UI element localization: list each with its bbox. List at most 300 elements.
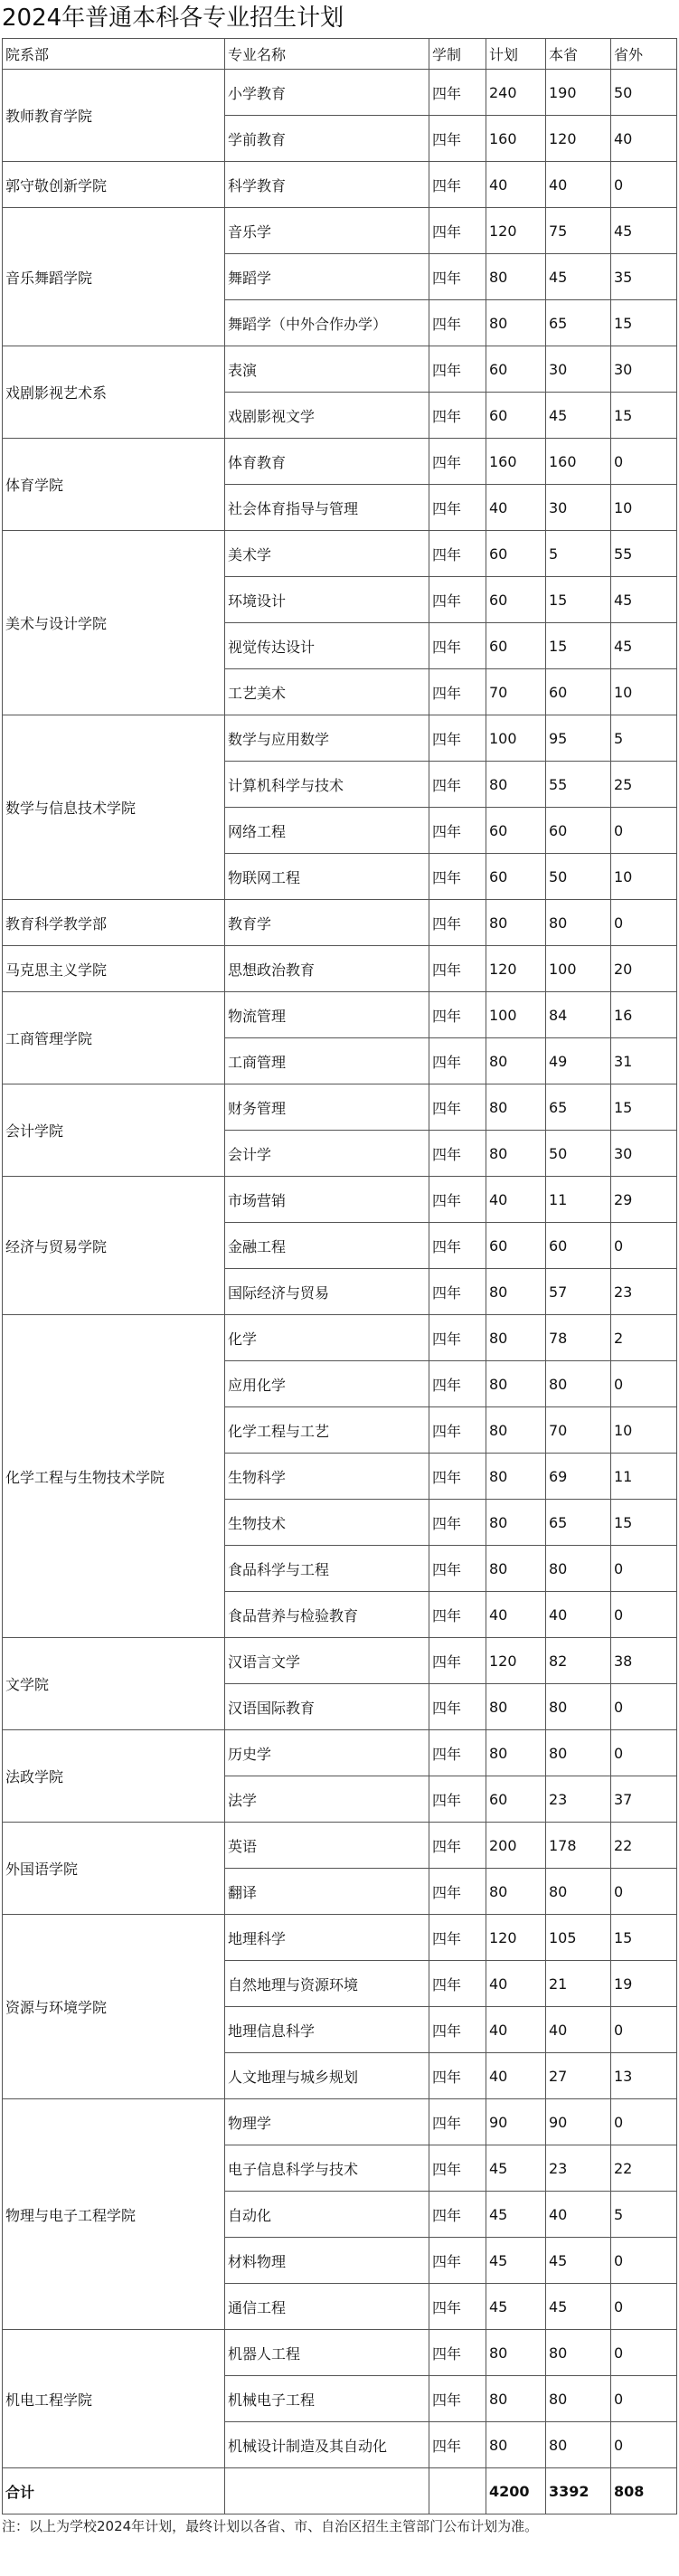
- other-cell: 0: [611, 2422, 677, 2468]
- table-row: [3, 70, 677, 116]
- other-cell: 11: [611, 1454, 677, 1500]
- local-cell: 23: [546, 1776, 611, 1823]
- header-major: 专业名称: [225, 39, 429, 70]
- years-cell: 四年: [429, 162, 486, 208]
- local-cell: 80: [546, 1684, 611, 1730]
- other-cell: 0: [611, 2284, 677, 2330]
- major-name-cell: 化学工程与工艺: [225, 1407, 429, 1454]
- department-cell: 郭守敬创新学院: [3, 162, 225, 208]
- local-cell: 30: [546, 346, 611, 393]
- other-cell: 22: [611, 2145, 677, 2192]
- plan-cell: 160: [486, 439, 546, 485]
- plan-cell: 45: [486, 2238, 546, 2284]
- other-cell: 45: [611, 208, 677, 254]
- major-name-cell: 表演: [225, 346, 429, 393]
- years-cell: 四年: [429, 531, 486, 577]
- other-cell: 31: [611, 1038, 677, 1084]
- plan-cell: 80: [486, 1730, 546, 1776]
- department-cell: 马克思主义学院: [3, 946, 225, 992]
- total-empty: [225, 2468, 429, 2514]
- local-cell: 65: [546, 300, 611, 346]
- local-cell: 40: [546, 162, 611, 208]
- other-cell: 0: [611, 2330, 677, 2376]
- table-row: [3, 2099, 677, 2145]
- table-header-row: [3, 39, 677, 70]
- major-name-cell: 科学教育: [225, 162, 429, 208]
- other-cell: 10: [611, 854, 677, 900]
- other-cell: 20: [611, 946, 677, 992]
- plan-cell: 45: [486, 2145, 546, 2192]
- plan-cell: 80: [486, 1038, 546, 1084]
- local-cell: 60: [546, 808, 611, 854]
- other-cell: 0: [611, 808, 677, 854]
- table-row: [3, 2330, 677, 2376]
- table-row: [3, 1730, 677, 1776]
- table-row: [3, 1915, 677, 1961]
- local-cell: 90: [546, 2099, 611, 2145]
- local-cell: 100: [546, 946, 611, 992]
- table-row: [3, 1315, 677, 1361]
- years-cell: 四年: [429, 1177, 486, 1223]
- major-name-cell: 电子信息科学与技术: [225, 2145, 429, 2192]
- department-cell: 法政学院: [3, 1730, 225, 1823]
- years-cell: 四年: [429, 2192, 486, 2238]
- major-name-cell: 体育教育: [225, 439, 429, 485]
- plan-cell: 60: [486, 577, 546, 623]
- plan-cell: 60: [486, 531, 546, 577]
- header-years: 学制: [429, 39, 486, 70]
- years-cell: 四年: [429, 1869, 486, 1915]
- other-cell: 55: [611, 531, 677, 577]
- table-row: [3, 439, 677, 485]
- other-cell: 37: [611, 1776, 677, 1823]
- other-cell: 45: [611, 623, 677, 669]
- local-cell: 11: [546, 1177, 611, 1223]
- major-name-cell: 教育学: [225, 900, 429, 946]
- department-cell: 外国语学院: [3, 1823, 225, 1915]
- local-cell: 60: [546, 1223, 611, 1269]
- local-cell: 80: [546, 2376, 611, 2422]
- local-cell: 65: [546, 1084, 611, 1131]
- local-cell: 80: [546, 900, 611, 946]
- plan-cell: 60: [486, 854, 546, 900]
- plan-cell: 40: [486, 2053, 546, 2099]
- plan-cell: 240: [486, 70, 546, 116]
- major-name-cell: 生物科学: [225, 1454, 429, 1500]
- total-empty: [429, 2468, 486, 2514]
- other-cell: 0: [611, 900, 677, 946]
- other-cell: 22: [611, 1823, 677, 1869]
- major-name-cell: 环境设计: [225, 577, 429, 623]
- plan-cell: 60: [486, 1223, 546, 1269]
- local-cell: 80: [546, 1361, 611, 1407]
- major-name-cell: 网络工程: [225, 808, 429, 854]
- major-name-cell: 学前教育: [225, 116, 429, 162]
- department-cell: 教育科学教学部: [3, 900, 225, 946]
- department-cell: 美术与设计学院: [3, 531, 225, 715]
- major-name-cell: 历史学: [225, 1730, 429, 1776]
- major-name-cell: 计算机科学与技术: [225, 762, 429, 808]
- years-cell: 四年: [429, 116, 486, 162]
- major-name-cell: 自动化: [225, 2192, 429, 2238]
- department-cell: 数学与信息技术学院: [3, 715, 225, 900]
- table-row: [3, 208, 677, 254]
- major-name-cell: 小学教育: [225, 70, 429, 116]
- years-cell: 四年: [429, 992, 486, 1038]
- major-name-cell: 法学: [225, 1776, 429, 1823]
- other-cell: 0: [611, 162, 677, 208]
- plan-cell: 60: [486, 346, 546, 393]
- local-cell: 84: [546, 992, 611, 1038]
- local-cell: 190: [546, 70, 611, 116]
- local-cell: 45: [546, 2238, 611, 2284]
- other-cell: 30: [611, 346, 677, 393]
- plan-cell: 120: [486, 208, 546, 254]
- years-cell: 四年: [429, 946, 486, 992]
- other-cell: 0: [611, 1223, 677, 1269]
- major-name-cell: 地理科学: [225, 1915, 429, 1961]
- local-cell: 80: [546, 1869, 611, 1915]
- local-cell: 120: [546, 116, 611, 162]
- table-row: [3, 346, 677, 393]
- local-cell: 69: [546, 1454, 611, 1500]
- major-name-cell: 地理信息科学: [225, 2007, 429, 2053]
- years-cell: 四年: [429, 1315, 486, 1361]
- major-name-cell: 会计学: [225, 1131, 429, 1177]
- table-row: [3, 162, 677, 208]
- department-cell: 体育学院: [3, 439, 225, 531]
- other-cell: 0: [611, 1684, 677, 1730]
- other-cell: 5: [611, 715, 677, 762]
- major-name-cell: 应用化学: [225, 1361, 429, 1407]
- years-cell: 四年: [429, 2145, 486, 2192]
- major-name-cell: 市场营销: [225, 1177, 429, 1223]
- total-label: 合计: [3, 2468, 225, 2514]
- years-cell: 四年: [429, 254, 486, 300]
- plan-cell: 40: [486, 485, 546, 531]
- department-cell: 化学工程与生物技术学院: [3, 1315, 225, 1638]
- plan-cell: 60: [486, 393, 546, 439]
- years-cell: 四年: [429, 1500, 486, 1546]
- plan-cell: 60: [486, 1776, 546, 1823]
- years-cell: 四年: [429, 2376, 486, 2422]
- plan-cell: 100: [486, 715, 546, 762]
- years-cell: 四年: [429, 1823, 486, 1869]
- local-cell: 65: [546, 1500, 611, 1546]
- header-other: 省外: [611, 39, 677, 70]
- major-name-cell: 思想政治教育: [225, 946, 429, 992]
- major-name-cell: 机械设计制造及其自动化: [225, 2422, 429, 2468]
- table-row: [3, 900, 677, 946]
- major-name-cell: 数学与应用数学: [225, 715, 429, 762]
- major-name-cell: 物流管理: [225, 992, 429, 1038]
- table-row: [3, 1638, 677, 1684]
- other-cell: 13: [611, 2053, 677, 2099]
- major-name-cell: 工艺美术: [225, 669, 429, 715]
- other-cell: 0: [611, 439, 677, 485]
- local-cell: 70: [546, 1407, 611, 1454]
- plan-cell: 60: [486, 623, 546, 669]
- other-cell: 38: [611, 1638, 677, 1684]
- plan-cell: 80: [486, 1546, 546, 1592]
- plan-cell: 40: [486, 1961, 546, 2007]
- plan-cell: 80: [486, 1315, 546, 1361]
- plan-cell: 40: [486, 162, 546, 208]
- department-cell: 经济与贸易学院: [3, 1177, 225, 1315]
- plan-cell: 80: [486, 1500, 546, 1546]
- years-cell: 四年: [429, 900, 486, 946]
- table-row: [3, 1177, 677, 1223]
- local-cell: 15: [546, 577, 611, 623]
- other-cell: 0: [611, 2099, 677, 2145]
- major-name-cell: 英语: [225, 1823, 429, 1869]
- total-plan: 4200: [486, 2468, 546, 2514]
- major-name-cell: 音乐学: [225, 208, 429, 254]
- local-cell: 45: [546, 254, 611, 300]
- years-cell: 四年: [429, 439, 486, 485]
- plan-cell: 90: [486, 2099, 546, 2145]
- table-row: [3, 531, 677, 577]
- years-cell: 四年: [429, 300, 486, 346]
- other-cell: 0: [611, 1361, 677, 1407]
- major-name-cell: 食品营养与检验教育: [225, 1592, 429, 1638]
- years-cell: 四年: [429, 577, 486, 623]
- years-cell: 四年: [429, 1638, 486, 1684]
- table-row: [3, 1823, 677, 1869]
- major-name-cell: 美术学: [225, 531, 429, 577]
- other-cell: 30: [611, 1131, 677, 1177]
- local-cell: 30: [546, 485, 611, 531]
- years-cell: 四年: [429, 1084, 486, 1131]
- other-cell: 0: [611, 2376, 677, 2422]
- plan-cell: 80: [486, 1269, 546, 1315]
- local-cell: 40: [546, 1592, 611, 1638]
- local-cell: 40: [546, 2192, 611, 2238]
- plan-cell: 120: [486, 1915, 546, 1961]
- plan-cell: 80: [486, 1684, 546, 1730]
- local-cell: 95: [546, 715, 611, 762]
- department-cell: 工商管理学院: [3, 992, 225, 1084]
- years-cell: 四年: [429, 2284, 486, 2330]
- years-cell: 四年: [429, 2053, 486, 2099]
- plan-cell: 80: [486, 2376, 546, 2422]
- other-cell: 19: [611, 1961, 677, 2007]
- major-name-cell: 物理学: [225, 2099, 429, 2145]
- local-cell: 80: [546, 2422, 611, 2468]
- major-name-cell: 舞蹈学（中外合作办学）: [225, 300, 429, 346]
- major-name-cell: 翻译: [225, 1869, 429, 1915]
- major-name-cell: 舞蹈学: [225, 254, 429, 300]
- major-name-cell: 戏剧影视文学: [225, 393, 429, 439]
- plan-cell: 80: [486, 1869, 546, 1915]
- plan-cell: 80: [486, 1407, 546, 1454]
- plan-cell: 70: [486, 669, 546, 715]
- other-cell: 0: [611, 2238, 677, 2284]
- table-row: [3, 715, 677, 762]
- department-cell: 物理与电子工程学院: [3, 2099, 225, 2330]
- department-cell: 音乐舞蹈学院: [3, 208, 225, 346]
- plan-cell: 45: [486, 2284, 546, 2330]
- local-cell: 82: [546, 1638, 611, 1684]
- years-cell: 四年: [429, 1407, 486, 1454]
- years-cell: 四年: [429, 1776, 486, 1823]
- table-row: [3, 992, 677, 1038]
- local-cell: 50: [546, 1131, 611, 1177]
- years-cell: 四年: [429, 1730, 486, 1776]
- local-cell: 75: [546, 208, 611, 254]
- years-cell: 四年: [429, 1961, 486, 2007]
- other-cell: 15: [611, 1915, 677, 1961]
- header-plan: 计划: [486, 39, 546, 70]
- years-cell: 四年: [429, 1131, 486, 1177]
- years-cell: 四年: [429, 2099, 486, 2145]
- years-cell: 四年: [429, 1454, 486, 1500]
- page-title: 2024年普通本科各专业招生计划: [2, 5, 344, 32]
- department-cell: 机电工程学院: [3, 2330, 225, 2468]
- plan-cell: 80: [486, 1454, 546, 1500]
- table-row: [3, 1084, 677, 1131]
- major-name-cell: 视觉传达设计: [225, 623, 429, 669]
- other-cell: 50: [611, 70, 677, 116]
- plan-cell: 80: [486, 2330, 546, 2376]
- enrollment-table: [2, 38, 677, 2514]
- other-cell: 10: [611, 1407, 677, 1454]
- table-row: [3, 946, 677, 992]
- other-cell: 0: [611, 1546, 677, 1592]
- years-cell: 四年: [429, 2422, 486, 2468]
- major-name-cell: 生物技术: [225, 1500, 429, 1546]
- years-cell: 四年: [429, 762, 486, 808]
- major-name-cell: 社会体育指导与管理: [225, 485, 429, 531]
- years-cell: 四年: [429, 1223, 486, 1269]
- other-cell: 2: [611, 1315, 677, 1361]
- major-name-cell: 国际经济与贸易: [225, 1269, 429, 1315]
- years-cell: 四年: [429, 1361, 486, 1407]
- years-cell: 四年: [429, 346, 486, 393]
- years-cell: 四年: [429, 2007, 486, 2053]
- other-cell: 15: [611, 1084, 677, 1131]
- department-cell: 会计学院: [3, 1084, 225, 1177]
- plan-cell: 80: [486, 300, 546, 346]
- other-cell: 16: [611, 992, 677, 1038]
- local-cell: 160: [546, 439, 611, 485]
- plan-cell: 80: [486, 1084, 546, 1131]
- local-cell: 80: [546, 1730, 611, 1776]
- major-name-cell: 化学: [225, 1315, 429, 1361]
- local-cell: 80: [546, 1546, 611, 1592]
- plan-cell: 80: [486, 900, 546, 946]
- major-name-cell: 物联网工程: [225, 854, 429, 900]
- plan-cell: 80: [486, 1361, 546, 1407]
- major-name-cell: 机械电子工程: [225, 2376, 429, 2422]
- total-local: 3392: [546, 2468, 611, 2514]
- years-cell: 四年: [429, 715, 486, 762]
- major-name-cell: 人文地理与城乡规划: [225, 2053, 429, 2099]
- major-name-cell: 食品科学与工程: [225, 1546, 429, 1592]
- department-cell: 戏剧影视艺术系: [3, 346, 225, 439]
- major-name-cell: 财务管理: [225, 1084, 429, 1131]
- plan-cell: 80: [486, 762, 546, 808]
- other-cell: 15: [611, 1500, 677, 1546]
- years-cell: 四年: [429, 854, 486, 900]
- plan-cell: 160: [486, 116, 546, 162]
- department-cell: 文学院: [3, 1638, 225, 1730]
- plan-cell: 200: [486, 1823, 546, 1869]
- plan-cell: 120: [486, 1638, 546, 1684]
- years-cell: 四年: [429, 1038, 486, 1084]
- major-name-cell: 机器人工程: [225, 2330, 429, 2376]
- years-cell: 四年: [429, 2238, 486, 2284]
- local-cell: 80: [546, 2330, 611, 2376]
- years-cell: 四年: [429, 623, 486, 669]
- major-name-cell: 自然地理与资源环境: [225, 1961, 429, 2007]
- plan-cell: 80: [486, 2422, 546, 2468]
- local-cell: 50: [546, 854, 611, 900]
- years-cell: 四年: [429, 70, 486, 116]
- header-dept: 院系部: [3, 39, 225, 70]
- plan-cell: 100: [486, 992, 546, 1038]
- other-cell: 40: [611, 116, 677, 162]
- other-cell: 5: [611, 2192, 677, 2238]
- total-other: 808: [611, 2468, 677, 2514]
- local-cell: 78: [546, 1315, 611, 1361]
- total-row: [3, 2468, 677, 2514]
- local-cell: 57: [546, 1269, 611, 1315]
- years-cell: 四年: [429, 208, 486, 254]
- other-cell: 10: [611, 485, 677, 531]
- local-cell: 105: [546, 1915, 611, 1961]
- plan-cell: 40: [486, 2007, 546, 2053]
- years-cell: 四年: [429, 1915, 486, 1961]
- department-cell: 资源与环境学院: [3, 1915, 225, 2099]
- years-cell: 四年: [429, 669, 486, 715]
- local-cell: 49: [546, 1038, 611, 1084]
- years-cell: 四年: [429, 2330, 486, 2376]
- header-local: 本省: [546, 39, 611, 70]
- local-cell: 15: [546, 623, 611, 669]
- local-cell: 178: [546, 1823, 611, 1869]
- local-cell: 5: [546, 531, 611, 577]
- major-name-cell: 金融工程: [225, 1223, 429, 1269]
- plan-cell: 60: [486, 808, 546, 854]
- other-cell: 0: [611, 1869, 677, 1915]
- years-cell: 四年: [429, 1592, 486, 1638]
- local-cell: 45: [546, 393, 611, 439]
- footnote: 注：以上为学校2024年计划，最终计划以各省、市、自治区招生主管部门公布计划为准。: [2, 2518, 539, 2534]
- major-name-cell: 工商管理: [225, 1038, 429, 1084]
- plan-cell: 80: [486, 1131, 546, 1177]
- years-cell: 四年: [429, 808, 486, 854]
- local-cell: 21: [546, 1961, 611, 2007]
- other-cell: 10: [611, 669, 677, 715]
- other-cell: 29: [611, 1177, 677, 1223]
- other-cell: 0: [611, 1730, 677, 1776]
- other-cell: 35: [611, 254, 677, 300]
- local-cell: 23: [546, 2145, 611, 2192]
- other-cell: 23: [611, 1269, 677, 1315]
- plan-cell: 80: [486, 254, 546, 300]
- years-cell: 四年: [429, 1269, 486, 1315]
- major-name-cell: 材料物理: [225, 2238, 429, 2284]
- local-cell: 27: [546, 2053, 611, 2099]
- plan-cell: 40: [486, 1177, 546, 1223]
- years-cell: 四年: [429, 1684, 486, 1730]
- other-cell: 15: [611, 393, 677, 439]
- plan-cell: 40: [486, 1592, 546, 1638]
- years-cell: 四年: [429, 1546, 486, 1592]
- major-name-cell: 汉语国际教育: [225, 1684, 429, 1730]
- other-cell: 15: [611, 300, 677, 346]
